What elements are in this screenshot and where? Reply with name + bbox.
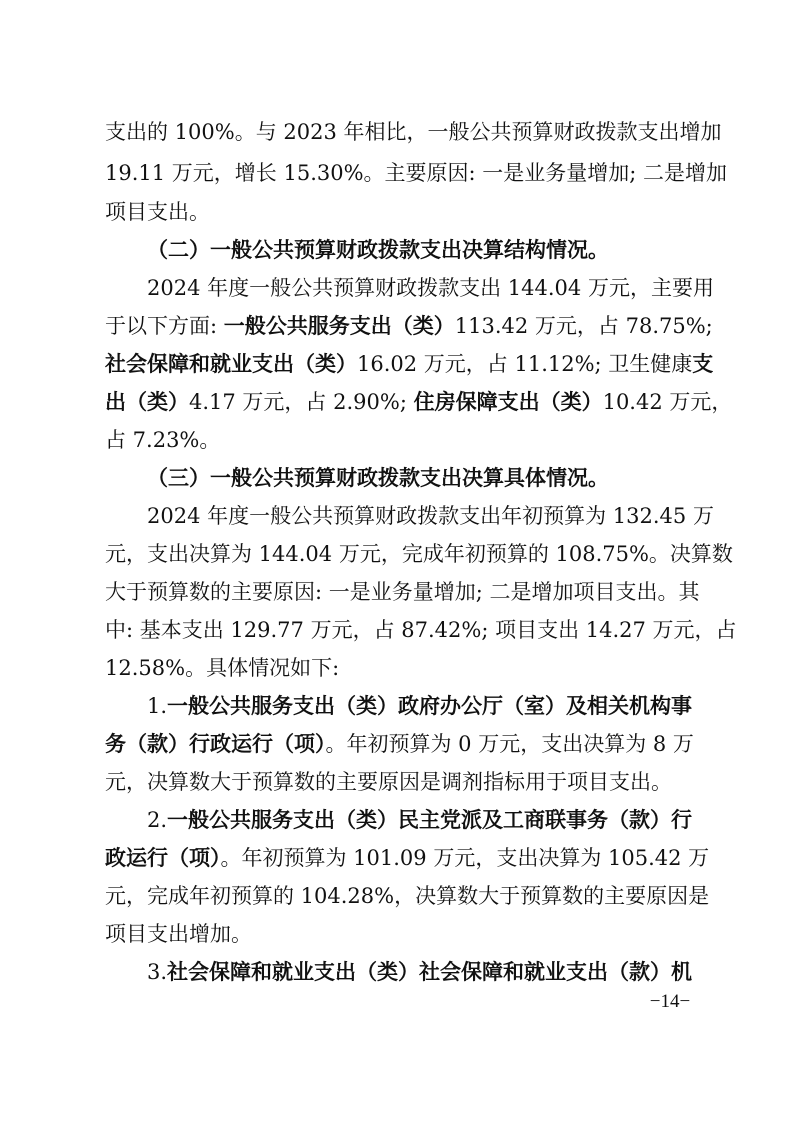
- item-number: 1.: [147, 694, 168, 718]
- section-heading: [147, 458, 690, 498]
- bold-category: 社会保障和就业支出（类）社会保障和就业支出（款）机: [167, 959, 693, 984]
- heading-text: （三）一般公共预算财政拨款支出决算具体情况。: [147, 465, 609, 490]
- text-line: [105, 112, 722, 152]
- text-span: 16.02 万元，占 11.12%; 卫生健康: [357, 352, 693, 376]
- text-line: [105, 838, 710, 878]
- text-line: [105, 648, 690, 688]
- text-span: 19.11 万元，增长 15.30%。主要原因: 一是业务量增加; 二是增加: [105, 161, 728, 185]
- text-span: 。年初预算为 101.09 万元，支出决算为 105.42 万: [220, 846, 710, 870]
- text-line: [105, 876, 710, 916]
- text-span: 10.42 万元，: [602, 390, 733, 414]
- bold-category: 一般公共服务支出（类）: [223, 313, 455, 338]
- text-span: 元，决算数大于预算数的主要原因是调剂指标用于项目支出。: [105, 770, 672, 794]
- text-line: [147, 268, 714, 308]
- text-line: [147, 686, 693, 726]
- text-span: 2024 年度一般公共预算财政拨款支出年初预算为 132.45 万: [147, 504, 714, 528]
- text-span: 支出的 100%。与 2023 年相比，一般公共预算财政拨款支出增加: [105, 120, 722, 144]
- text-span: 大于预算数的主要原因: 一是业务量增加; 二是增加项目支出。其: [105, 580, 700, 604]
- bold-category: 社会保障和就业支出（类）: [105, 351, 357, 376]
- text-span: 中: 基本支出 129.77 万元，占 87.42%; 项目支出 14.27 万元，占: [105, 618, 737, 642]
- text-span: 4.17 万元，占 2.90%;: [189, 390, 414, 414]
- text-span: 于以下方面:: [105, 314, 224, 338]
- text-line: [105, 610, 737, 650]
- bold-category: 政运行（项）: [105, 845, 221, 870]
- bold-category: 出（类）: [105, 389, 189, 414]
- heading-text: （二）一般公共预算财政拨款支出决算结构情况。: [147, 237, 609, 262]
- text-span: 项目支出。: [105, 200, 210, 224]
- text-line: [147, 496, 714, 536]
- text-span: 占 7.23%。: [105, 428, 221, 452]
- item-number: 2.: [147, 808, 168, 832]
- bold-category: 一般公共服务支出（类）民主党派及工商联事务（款）行: [167, 807, 693, 832]
- bold-category: 一般公共服务支出（类）政府办公厅（室）及相关机构事: [167, 693, 693, 718]
- text-line: [105, 192, 690, 232]
- text-line: [105, 724, 694, 764]
- bold-category: 住房保障支出（类）: [413, 389, 603, 414]
- text-line: [105, 914, 690, 954]
- bold-category: 务（款）行政运行（项）: [105, 731, 326, 756]
- text-line: [105, 382, 733, 422]
- section-heading: [147, 230, 690, 270]
- item-number: 3.: [147, 960, 168, 984]
- text-line: [105, 420, 690, 460]
- text-span: 。年初预算为 0 万元，支出决算为 8 万: [325, 732, 694, 756]
- text-line: [147, 952, 693, 992]
- text-span: 2024 年度一般公共预算财政拨款支出 144.04 万元，主要用: [147, 276, 714, 300]
- text-span: 113.42 万元，占 78.75%;: [454, 314, 713, 338]
- text-span: 项目支出增加。: [105, 922, 252, 946]
- text-span: 12.58%。具体情况如下:: [105, 656, 340, 680]
- text-line: [105, 306, 713, 346]
- text-line: [105, 572, 700, 612]
- text-line: [147, 800, 693, 840]
- page-number: −14−: [649, 991, 691, 1012]
- bold-category: 支: [692, 351, 714, 376]
- text-line: [105, 344, 714, 384]
- text-span: 元，支出决算为 144.04 万元，完成年初预算的 108.75%。决算数: [105, 542, 733, 566]
- text-line: [105, 534, 733, 574]
- text-span: 元，完成年初预算的 104.28%，决算数大于预算数的主要原因是: [105, 884, 710, 908]
- text-line: [105, 153, 728, 193]
- text-line: [105, 762, 690, 802]
